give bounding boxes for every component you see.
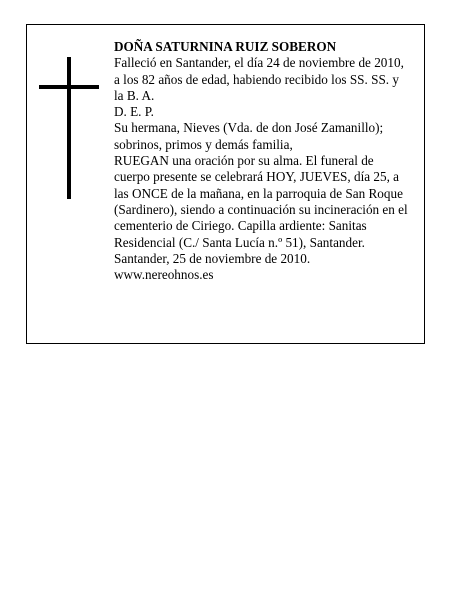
funeral-info-line-5: cementerio de Ciriego. Capilla ardiente: Sanitas [114,218,367,234]
cross-icon [67,57,71,199]
date-line: Santander, 25 de noviembre de 2010. [114,250,311,266]
family-line-1: Su hermana, Nieves (Vda. de don José Zamanillo); [114,120,384,136]
funeral-info-line-3: las ONCE de la mañana, en la parroquia de San Roque [114,185,403,201]
funeral-info-line-4: (Sardinero), siendo a continuación su incineración en el [114,201,408,217]
obituary-notice [26,24,425,344]
funeral-info-line-2: cuerpo presente se celebrará HOY, JUEVES, día 25, a [114,169,400,185]
funeral-info-line-1: RUEGAN una oración por su alma. El funeral de [114,153,374,169]
obituary-text [114,39,420,283]
cross-icon-bar [39,85,99,89]
death-announcement-line-2: a los 82 años de edad, habiendo recibido los SS. SS. y [114,71,399,87]
rip-line: D. E. P. [114,104,154,120]
deceased-name: DOÑA SATURNINA RUIZ SOBERON [114,39,337,54]
death-announcement-line-1: Falleció en Santander, el día 24 de noviembre de 2010, [114,55,404,71]
family-line-2: sobrinos, primos y demás familia, [114,136,293,152]
website-link[interactable]: www.nereohnos.es [114,267,214,283]
funeral-info-line-6: Residencial (C./ Santa Lucía n.º 51), Santander. [114,234,365,250]
death-announcement-line-3: la B. A. [114,87,155,103]
